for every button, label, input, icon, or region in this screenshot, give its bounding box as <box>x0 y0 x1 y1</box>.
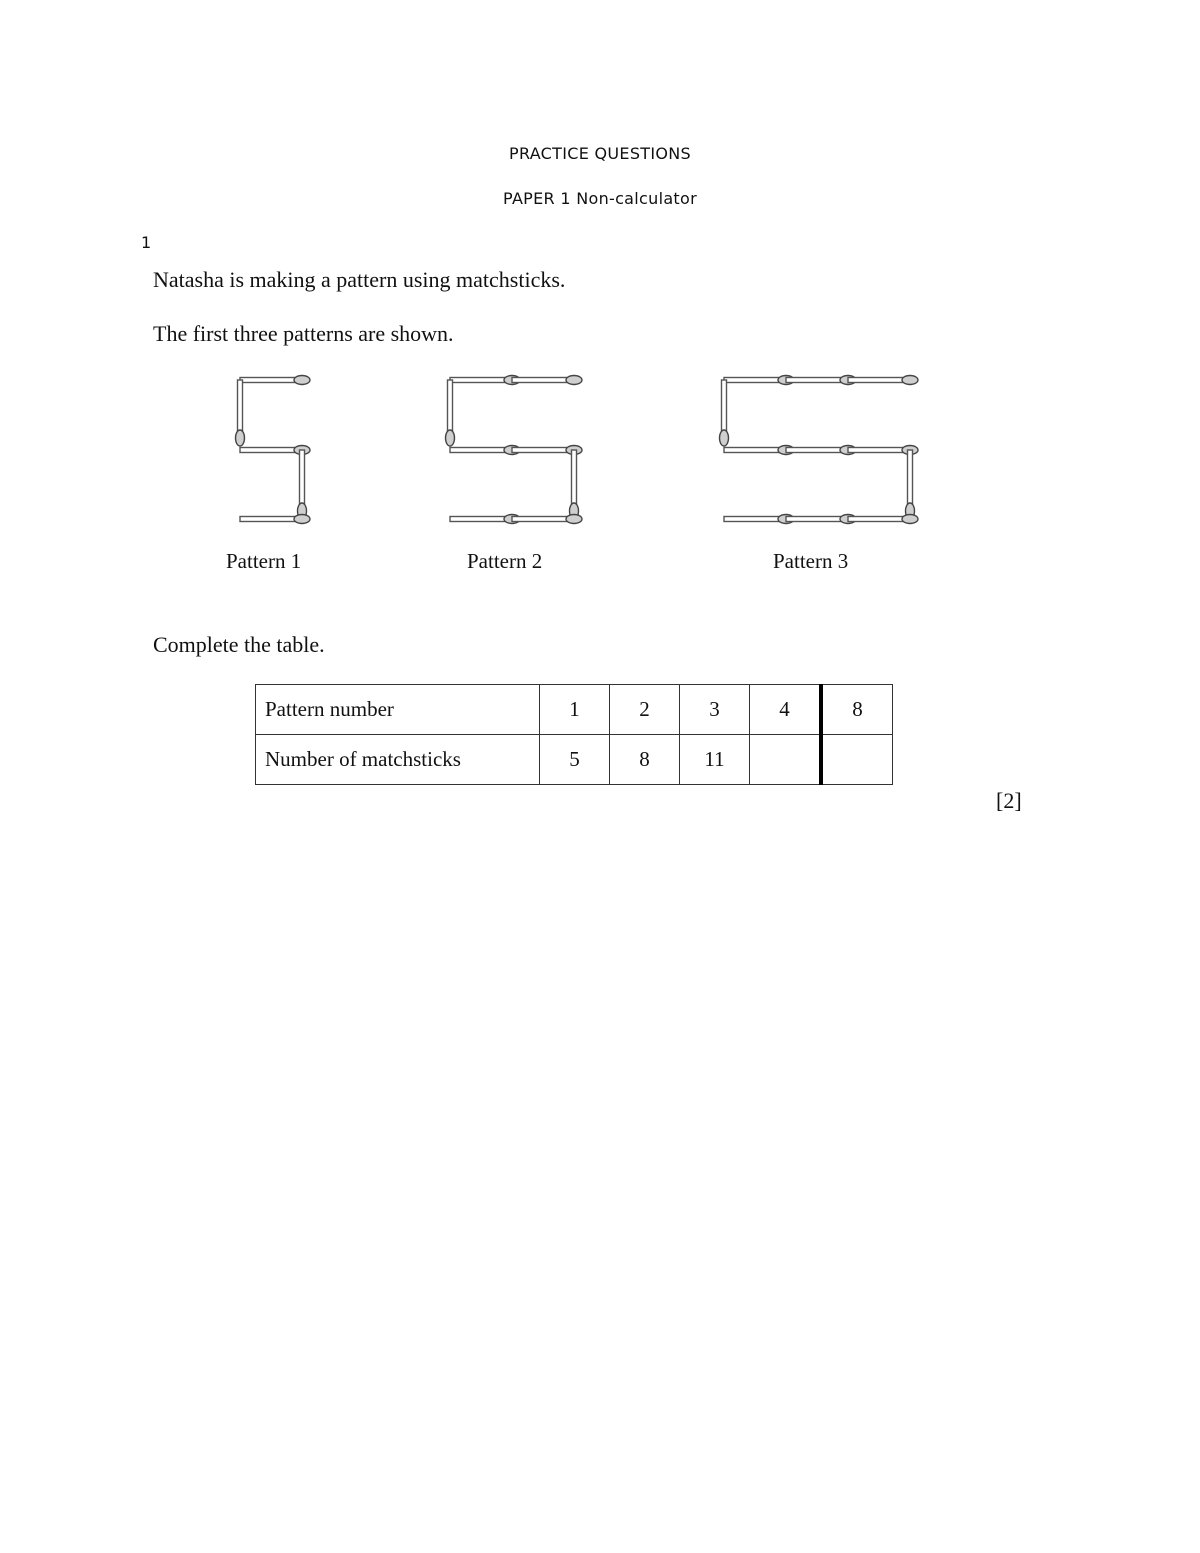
matchstick <box>512 376 582 385</box>
matchstick <box>450 446 520 455</box>
matchstick-patterns-figure <box>0 0 1200 560</box>
matchstick <box>848 376 918 385</box>
page-subtitle: PAPER 1 Non-calculator <box>503 189 697 208</box>
pattern-number-cell: 8 <box>821 685 893 735</box>
pattern-number-cell: 4 <box>750 685 822 735</box>
row-header-matchsticks: Number of matchsticks <box>256 735 540 785</box>
pattern-number-cell: 2 <box>610 685 680 735</box>
matchstick <box>450 376 520 385</box>
patterns-intro: The first three patterns are shown. <box>153 321 454 346</box>
matchsticks-cell: 11 <box>680 735 750 785</box>
matchstick <box>446 380 455 446</box>
pattern-label-1: Pattern 1 <box>226 549 302 573</box>
pattern-label-2: Pattern 2 <box>467 549 543 573</box>
matchstick <box>786 515 856 524</box>
matchstick <box>570 450 579 519</box>
matchsticks-answer-cell[interactable] <box>821 735 893 785</box>
matchstick <box>240 515 310 524</box>
instruction-text: Complete the table. <box>153 632 325 657</box>
page-title: PRACTICE QUESTIONS <box>509 144 691 163</box>
pattern-number-cell: 3 <box>680 685 750 735</box>
matchstick <box>786 376 856 385</box>
matchstick <box>512 515 582 524</box>
pattern-table <box>255 684 893 785</box>
matchstick <box>724 515 794 524</box>
matchstick <box>848 515 918 524</box>
table-row-matchsticks <box>256 735 893 785</box>
matchsticks-answer-cell[interactable] <box>750 735 822 785</box>
matchstick <box>724 376 794 385</box>
matchstick <box>786 446 856 455</box>
matchsticks-cell: 8 <box>610 735 680 785</box>
table-row-pattern-number <box>256 685 893 735</box>
matchstick <box>906 450 915 519</box>
matchsticks-cell: 5 <box>540 735 610 785</box>
matchstick <box>298 450 307 519</box>
matchstick-group <box>236 376 919 524</box>
pattern-number-cell: 1 <box>540 685 610 735</box>
marks-label: [2] <box>996 788 1022 813</box>
question-intro: Natasha is making a pattern using matchsticks. <box>153 267 566 292</box>
matchstick <box>720 380 729 446</box>
row-header-pattern-number: Pattern number <box>256 685 540 735</box>
pattern-label-3: Pattern 3 <box>773 549 849 573</box>
matchstick <box>240 376 310 385</box>
matchstick <box>236 380 245 446</box>
question-number: 1 <box>141 233 152 252</box>
matchstick <box>450 515 520 524</box>
matchstick <box>724 446 794 455</box>
